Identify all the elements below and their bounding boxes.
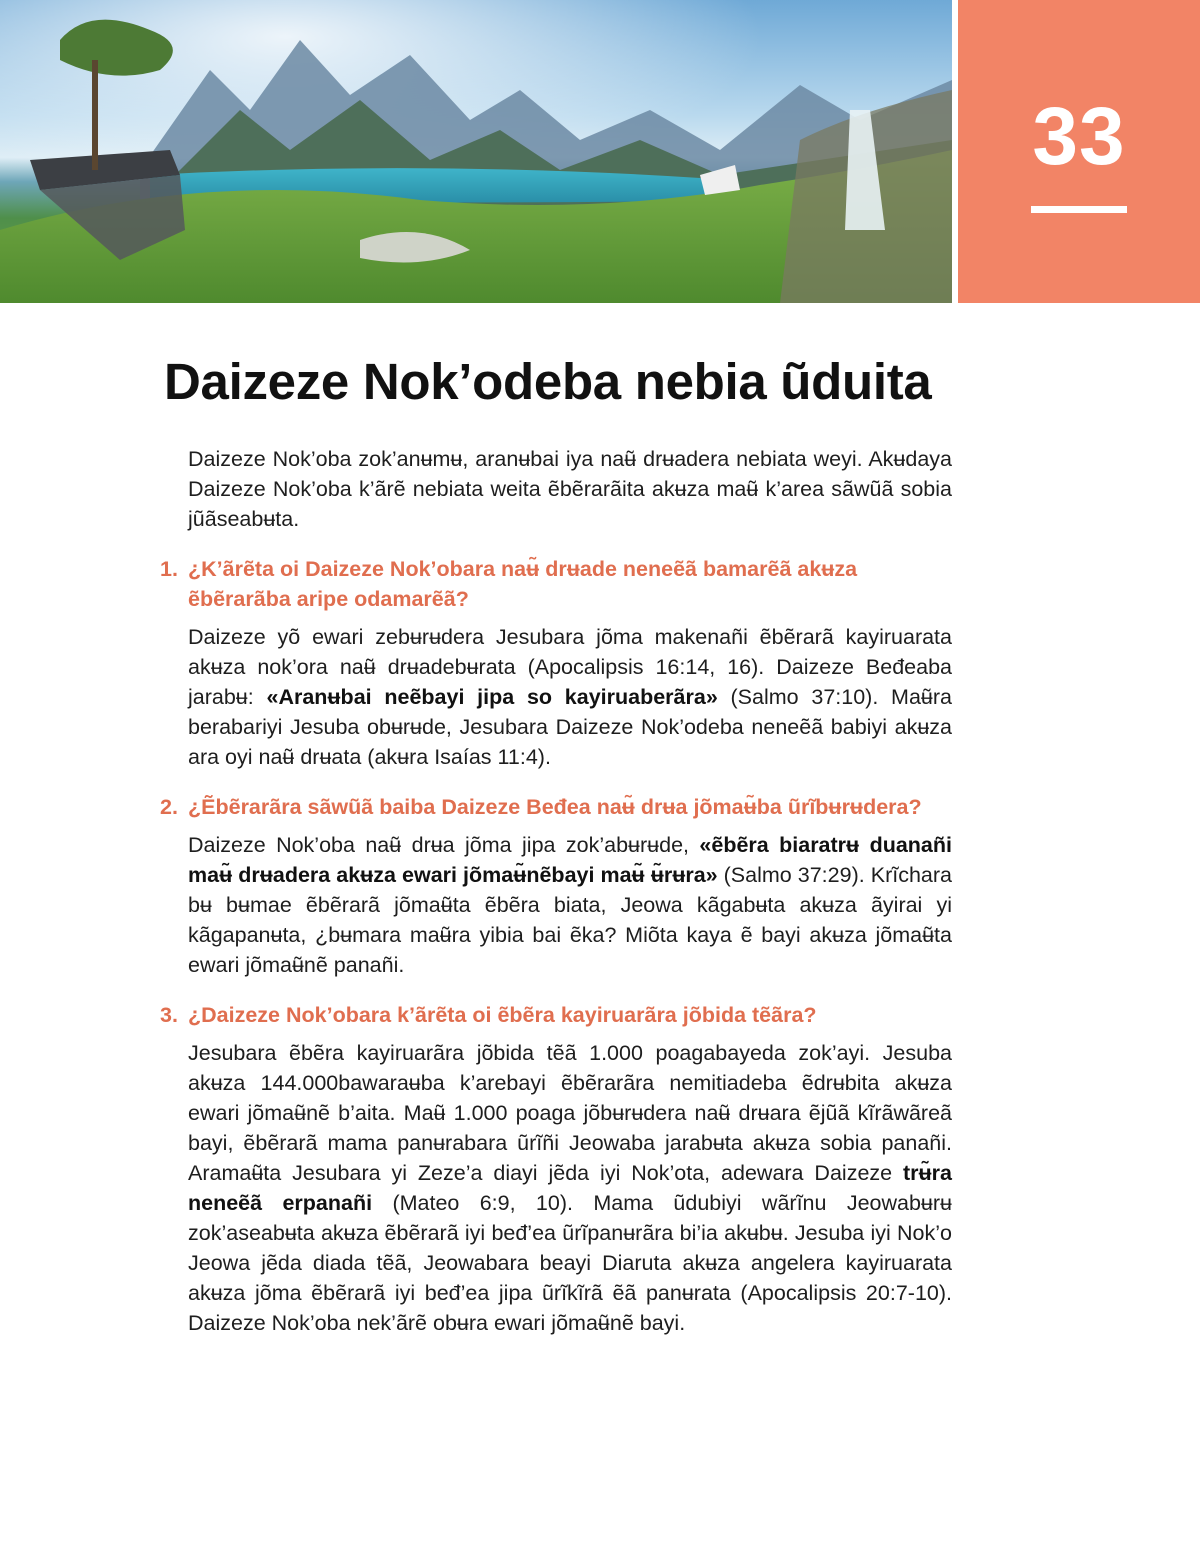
page-title: Daizeze Nok’odeba nebia ũduita bbox=[164, 353, 932, 410]
scripture-quote: «ẽbẽra biaratrʉ duanañi maʉ̃ drʉadera akʉza ewari jõmaʉ̃nẽbayi maʉ̃ ʉ̃rʉra» bbox=[188, 833, 952, 887]
lesson-number: 33 bbox=[1032, 91, 1126, 182]
answer-3-paragraph bbox=[188, 1038, 952, 1338]
lesson-content bbox=[160, 444, 952, 1338]
lesson-number-underline bbox=[1031, 206, 1127, 213]
question-number: 2. bbox=[160, 795, 178, 819]
question-2 bbox=[160, 792, 952, 822]
intro-paragraph: Daizeze Nok’oba zok’anʉmʉ, aranʉbai iya naʉ̃ drʉadera nebiata weyi. Akʉdaya Daizeze Nok’oba k’ãrẽ nebiata weita ẽbẽrarãita akʉza maʉ̃ k’area sãwũã sobia jũãseabʉta. bbox=[188, 447, 952, 531]
lesson-badge bbox=[958, 0, 1200, 303]
answer-text: Daizeze Nok’oba naʉ̃ drʉa jõma jipa zok’abʉrʉde, bbox=[188, 833, 700, 857]
question-text: ¿Ẽbẽrarãra sãwũã baiba Daizeze Beđea naʉ̃ drʉa jõmaʉ̃ba ũrĩbʉrʉdera? bbox=[188, 795, 922, 819]
question-3 bbox=[160, 1000, 952, 1030]
answer-text: (Salmo 37:10). Maʉ̃ra berabariyi Jesuba obʉrʉde, Jesubara Daizeze Nok’odeba neneẽã babiyi akʉza ara oyi naʉ̃ drʉata (akʉra Isaías 11:4). bbox=[188, 685, 952, 769]
answer-1-paragraph bbox=[188, 622, 952, 772]
answer-text: Jesubara ẽbẽra kayiruarãra jõbida tẽã 1.000 poagabayeda zok’ayi. Jesuba akʉza 144.000bawaraʉba k’arebayi ẽbẽrarãra nemitiadeba ẽdrʉbita akʉza ewari jõmaʉ̃nẽ b’aita. Maʉ̃ 1.000 poaga jõbʉrʉdera naʉ̃ drʉara ẽjũã kĩrãwãreã bayi, ẽbẽrarã mama panʉrabara ũrĩñi Jeowaba jarabʉta akʉza sobia panañi. Aramaʉ̃ta Jesubara yi Zeze’a diayi jẽda iyi Nok’ota, adewara Daizeze bbox=[188, 1041, 952, 1185]
question-text: ¿Daizeze Nok’obara k’ãrẽta oi ẽbẽra kayiruarãra jõbida tẽãra? bbox=[188, 1003, 817, 1027]
landscape-illustration bbox=[0, 0, 952, 303]
question-number: 1. bbox=[160, 557, 178, 581]
answer-text: Daizeze yõ ewari zebʉrʉdera Jesubara jõma makenañi ẽbẽrarã kayiruarata akʉza nok’ora naʉ̃ drʉadebʉrata (Apocalipsis 16:14, 16). Daizeze Beđeaba jarabʉ: bbox=[188, 625, 952, 709]
answer-2-paragraph bbox=[188, 830, 952, 980]
question-text: ¿K’ãrẽta oi Daizeze Nok’obara naʉ̃ drʉade neneẽã bamarẽã akʉza ẽbẽrarãba aripe odamarẽã? bbox=[188, 557, 858, 611]
question-1 bbox=[160, 554, 952, 614]
hero-image bbox=[0, 0, 952, 303]
emphasis-text: trʉ̃ra neneẽã erpanañi bbox=[188, 1161, 952, 1215]
answer-text: (Mateo 6:9, 10). Mama ũdubiyi wãrĩnu Jeowabʉrʉ zok’aseabʉta akʉza ẽbẽrarã iyi beđ’ea ũrĩpanʉrãra bi’ia akʉbʉ. Jesuba iyi Nok’o Jeowa jẽda diada tẽã, Jeowabara beayi Diaruta akʉza angelera kayiruarata akʉza jõma ẽbẽrarã iyi beđ’ea jipa ũrĩkĩrã ẽã panʉrata (Apocalipsis 20:7-10). Daizeze Nok’oba nek’ãrẽ obʉra ewari jõmaʉ̃nẽ bayi. bbox=[188, 1191, 952, 1335]
answer-text: (Salmo 37:29). Krĩchara bʉ bʉmae ẽbẽrarã jõmaʉ̃ta ẽbẽra biata, Jeowa kãgabʉta akʉza ãyirai yi kãgapanʉta, ¿bʉmara maʉ̃ra yibia bai ẽka? Miõta kaya ẽ bayi akʉza jõmaʉ̃ta ewari jõmaʉ̃nẽ panañi. bbox=[188, 863, 952, 977]
question-number: 3. bbox=[160, 1003, 178, 1027]
scripture-quote: «Aranʉbai neẽbayi jipa so kayiruaberãra» bbox=[266, 685, 718, 709]
